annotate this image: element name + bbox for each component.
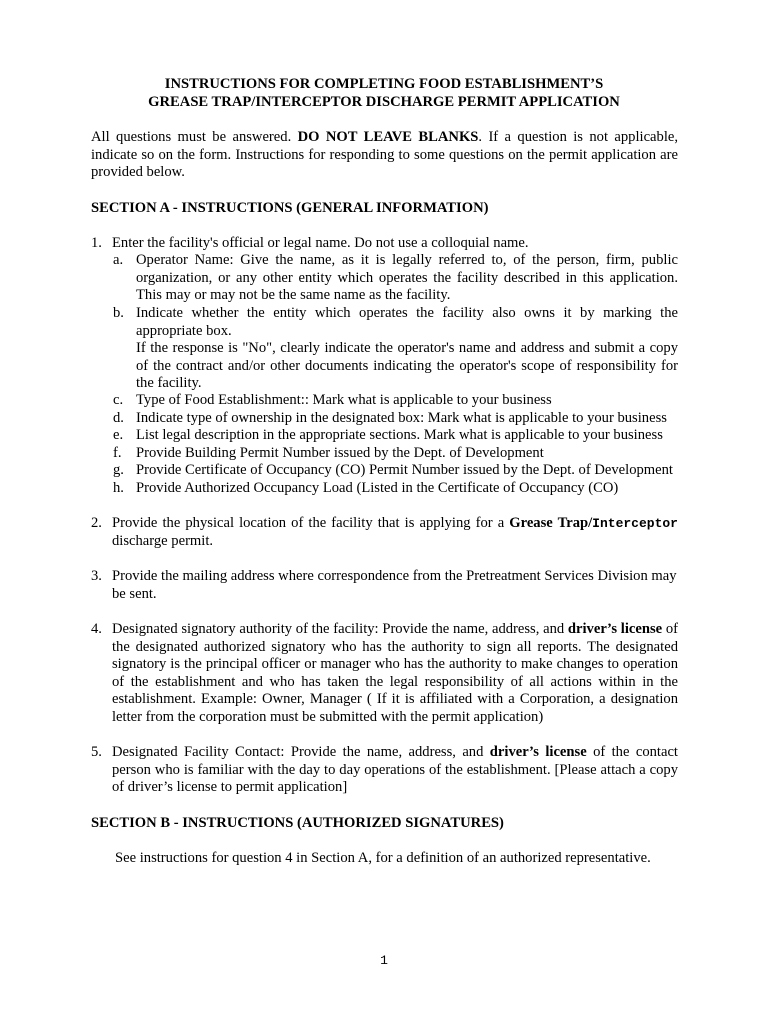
sub-letter: h.: [113, 480, 124, 496]
list-number: 3.: [91, 568, 102, 584]
sub-letter: d.: [113, 410, 124, 426]
sub-text: Provide Certificate of Occupancy (CO) Permit Number issued by the Dept. of Development: [136, 462, 673, 478]
title-line-1: INSTRUCTIONS FOR COMPLETING FOOD ESTABLISHMENT’S: [164, 76, 604, 92]
sub-text: Operator Name: Give the name, as it is legally referred to, of the person, firm, public organization, or any other entity which operates the facility described in this application. This may or may not be the same name as the facility.: [136, 252, 678, 303]
section-a-heading: SECTION A - INSTRUCTIONS (GENERAL INFORMATION): [91, 200, 489, 216]
license-emphasis: driver’s license: [489, 744, 587, 760]
intro-paragraph: All questions must be answered. DO NOT LEAVE BLANKS. If a question is not applicable, indicate so on the form. Instructions for responding to some questions on the permit application are provided below.: [91, 129, 679, 180]
sub-text: Type of Food Establishment:: Mark what is applicable to your business: [136, 392, 552, 408]
sub-text: Indicate type of ownership in the designated box: Mark what is applicable to your business: [136, 410, 667, 426]
document-title: [0, 76, 768, 111]
intro-emphasis: DO NOT LEAVE BLANKS: [297, 129, 479, 145]
list-number: 1.: [91, 235, 102, 251]
sub-letter: c.: [113, 392, 124, 408]
section-b-text: See instructions for question 4 in Section A, for a definition of an authorized representative.: [115, 850, 651, 866]
list-text: Designated signatory authority of the facility: Provide the name, address, and driver’s license of the designated authorized signatory who has the authority to sign all reports. The designated signatory is the principal officer or manager who has the authority to make changes to operation of the establishment and who has taken the legal responsibility of all actions within in the establishment. Example: Owner, Manager ( If it is affiliated with a Corporation, a designation letter from the corporation must be submitted with the permit application): [112, 621, 678, 725]
sub-letter: g.: [113, 462, 124, 478]
list-text: Provide the physical location of the facility that is applying for a Grease Trap/Interceptor discharge permit.: [112, 515, 678, 549]
permit-type-emphasis: Grease Trap/: [509, 515, 593, 531]
title-line-2: GREASE TRAP/INTERCEPTOR DISCHARGE PERMIT APPLICATION: [148, 93, 620, 110]
sub-text: Provide Authorized Occupancy Load (Listed in the Certificate of Occupancy (CO): [136, 480, 619, 496]
sub-letter: f.: [113, 445, 122, 461]
sub-text: Indicate whether the entity which operates the facility also owns it by marking the appropriate box. If the response is "No", clearly indicate the operator's name and address and submit a copy of the contract and/or other documents indicating the operator's scope of responsibility for the facility.: [136, 305, 678, 391]
license-emphasis: driver’s license: [567, 621, 663, 637]
sub-text: Provide Building Permit Number issued by the Dept. of Development: [136, 445, 544, 461]
sub-letter: e.: [113, 427, 124, 443]
list-number: 5.: [91, 744, 102, 760]
list-number: 2.: [91, 515, 102, 531]
section-b-heading: SECTION B - INSTRUCTIONS (AUTHORIZED SIGNATURES): [91, 815, 504, 831]
list-text: Provide the mailing address where correspondence from the Pretreatment Services Division may be sent.: [112, 568, 677, 602]
sub-letter: b.: [113, 305, 124, 321]
sub-letter: a.: [113, 252, 124, 268]
list-text: Designated Facility Contact: Provide the name, address, and driver’s license of the contact person who is familiar with the day to day operations of the establishment. [Please attach a copy of driver’s license to permit application]: [112, 744, 678, 795]
page-number: 1: [380, 953, 388, 968]
list-text: Enter the facility's official or legal name. Do not use a colloquial name.: [112, 235, 529, 251]
sub-text: List legal description in the appropriate sections. Mark what is applicable to your business: [136, 427, 663, 443]
list-number: 4.: [91, 621, 102, 637]
